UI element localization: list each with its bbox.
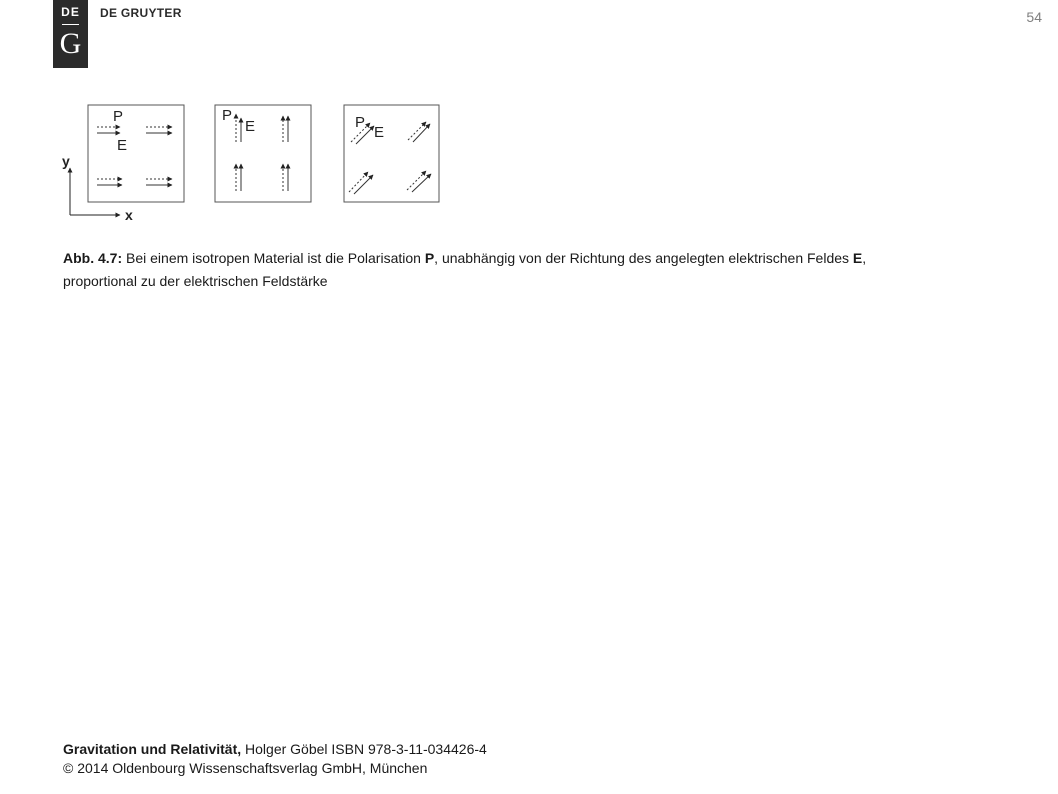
caption-label: Abb. 4.7:: [63, 250, 123, 266]
figure-caption: [63, 247, 943, 293]
caption-text-2: , unabhängig von der Richtung des angelegten elektrischen Feldes: [434, 250, 853, 266]
axes: [62, 153, 133, 223]
caption-text-3: , proportional zu der elektrischen Feldstärke: [63, 250, 867, 289]
footer-book-title: Gravitation und Relativität,: [63, 741, 242, 757]
panel2-label-p: P: [222, 107, 233, 124]
panel-horizontal: [88, 105, 184, 202]
panel-vertical: [215, 105, 311, 202]
polarization-figure: [60, 100, 450, 225]
panel1-label-e: E: [117, 137, 128, 154]
panel1-label-p: P: [113, 108, 124, 125]
caption-bold-p: P: [424, 250, 435, 266]
publisher-logo: [53, 0, 88, 68]
footer-author-isbn: Holger Göbel ISBN 978-3-11-034426-4: [241, 741, 487, 757]
panel2-label-e: E: [245, 118, 256, 135]
logo-g-letter: G: [59, 27, 82, 60]
panel3-label-p: P: [355, 114, 366, 131]
axis-y-label: y: [62, 153, 70, 169]
footer-line-1: [63, 740, 487, 759]
panel-diagonal: [344, 105, 439, 202]
logo-de-text: DE: [61, 5, 80, 19]
caption-text-1: Bei einem isotropen Material ist die Polarisation: [122, 250, 425, 266]
book-footer: [63, 740, 487, 778]
caption-bold-e: E: [852, 250, 863, 266]
panel3-label-e: E: [374, 124, 385, 141]
footer-copyright: © 2014 Oldenbourg Wissenschaftsverlag GmbH, München: [63, 760, 428, 776]
axis-x-label: x: [125, 207, 133, 223]
figure-svg: [60, 100, 450, 225]
page-number: 54: [1026, 9, 1042, 25]
logo-divider: [62, 24, 79, 25]
publisher-name: DE GRUYTER: [100, 6, 182, 20]
